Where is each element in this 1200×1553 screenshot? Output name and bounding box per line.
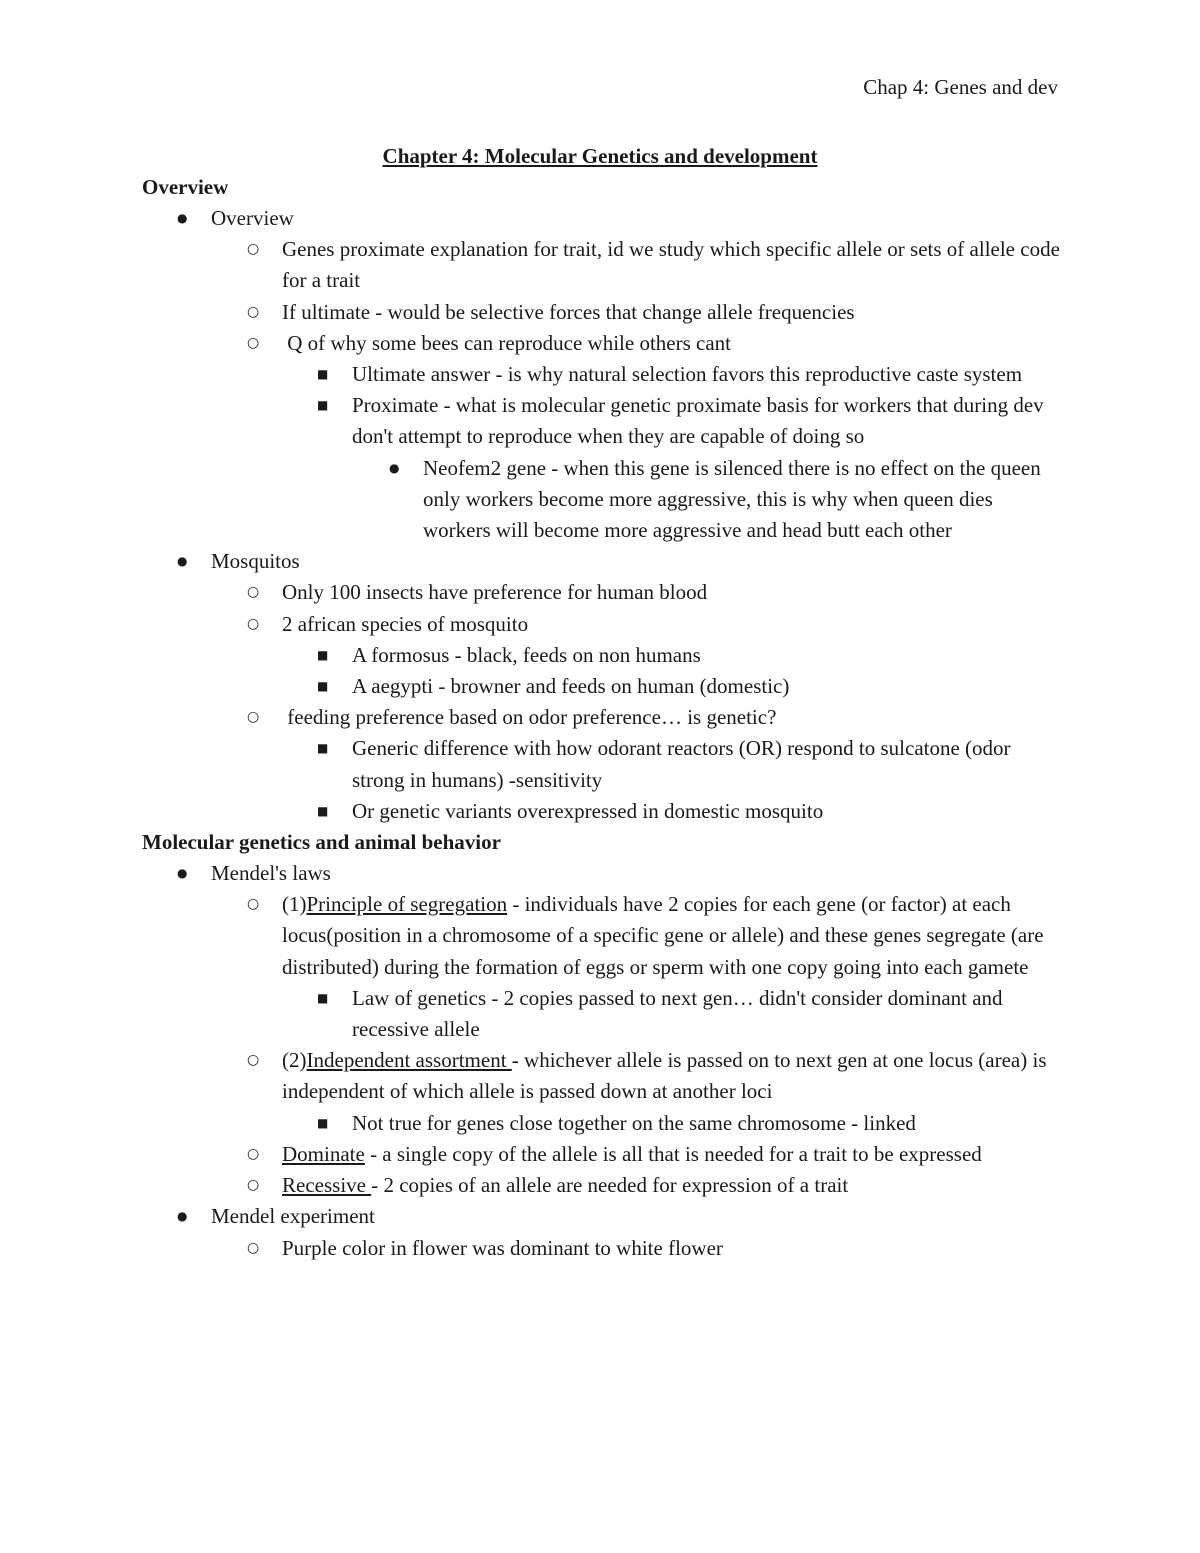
list-item: ○ 2 african species of mosquito — [142, 609, 1062, 640]
term-independent-assortment: Independent assortment — [306, 1048, 512, 1073]
square-bullet-icon: ■ — [317, 679, 329, 694]
section-heading-overview: Overview — [142, 175, 229, 199]
list-item: ● Mendel's laws — [142, 858, 1062, 889]
term-dominate: Dominate — [282, 1141, 365, 1166]
document-body — [142, 172, 1062, 1264]
document-title: Chapter 4: Molecular Genetics and development — [382, 144, 818, 168]
overview-list — [142, 203, 1062, 827]
list-item: ○ (1)Principle of segregation - individuals have 2 copies for each gene (or factor) at each locus(position in a chromosome of a specific gene or allele) and these genes segregate (are distributed) during the formation of eggs or sperm with one copy going into each gamete — [142, 889, 1062, 983]
square-bullet-icon: ■ — [317, 367, 329, 382]
term-recessive: Recessive — [282, 1173, 372, 1198]
list-item: ○ If ultimate - would be selective forces that change allele frequencies — [142, 297, 1062, 328]
list-item: ■ Law of genetics - 2 copies passed to next gen… didn't consider dominant and recessive allele — [142, 983, 1062, 1045]
square-bullet-icon: ■ — [317, 647, 329, 662]
list-item: ■ Proximate - what is molecular genetic proximate basis for workers that during dev don't attempt to reproduce when they are capable of doing so — [142, 390, 1062, 452]
disc-bullet-icon: ● — [177, 211, 188, 225]
section-heading-molecular-genetics: Molecular genetics and animal behavior — [142, 830, 501, 855]
list-item: ● Mosquitos — [142, 546, 1062, 577]
square-bullet-icon: ■ — [317, 1115, 329, 1130]
circle-bullet-icon: ○ — [247, 1145, 260, 1162]
list-item: ● Mendel experiment — [142, 1201, 1062, 1232]
list-item: ○ feeding preference based on odor preference… is genetic? — [142, 702, 1062, 733]
square-bullet-icon: ■ — [317, 741, 329, 756]
list-item: ○ Q of why some bees can reproduce while others cant — [142, 328, 1062, 359]
circle-bullet-icon: ○ — [247, 1239, 260, 1256]
page-header: Chap 4: Genes and dev — [863, 75, 1058, 99]
list-item: ■ Not true for genes close together on the same chromosome - linked — [142, 1108, 1062, 1139]
circle-bullet-icon: ○ — [247, 896, 260, 913]
circle-bullet-icon: ○ — [247, 334, 260, 351]
square-bullet-icon: ■ — [317, 990, 329, 1005]
list-item: ○ Dominate - a single copy of the allele is all that is needed for a trait to be expressed — [142, 1139, 1062, 1170]
term-principle-of-segregation: Principle of segregation — [306, 892, 508, 917]
molecular-genetics-list — [142, 858, 1062, 1264]
list-item: ■ Generic difference with how odorant reactors (OR) respond to sulcatone (odor strong in humans) -sensitivity — [142, 733, 1062, 795]
list-item: ○ (2)Independent assortment - whichever allele is passed on to next gen at one locus (area) is independent of which allele is passed down at another loci — [142, 1045, 1062, 1107]
disc-bullet-icon: ● — [177, 866, 188, 881]
disc-bullet-icon: ● — [177, 554, 188, 569]
list-item: ○ Recessive - 2 copies of an allele are needed for expression of a trait — [142, 1170, 1062, 1201]
circle-bullet-icon: ○ — [247, 709, 260, 726]
list-item: ■ Ultimate answer - is why natural selection favors this reproductive caste system — [142, 359, 1062, 390]
circle-bullet-icon: ○ — [247, 303, 260, 320]
list-item: ■ Or genetic variants overexpressed in domestic mosquito — [142, 796, 1062, 827]
list-item: ● Neofem2 gene - when this gene is silenced there is no effect on the queen only workers become more aggressive, this is why when queen dies workers will become more aggressive and head butt each other — [142, 453, 1062, 547]
disc-bullet-icon: ● — [389, 460, 400, 475]
square-bullet-icon: ■ — [317, 803, 329, 818]
list-item: ■ A aegypti - browner and feeds on human (domestic) — [142, 671, 1062, 702]
circle-bullet-icon: ○ — [247, 615, 260, 632]
circle-bullet-icon: ○ — [247, 241, 260, 258]
circle-bullet-icon: ○ — [247, 1052, 260, 1069]
list-item: ■ A formosus - black, feeds on non humans — [142, 640, 1062, 671]
list-item: ● Overview — [142, 203, 1062, 234]
disc-bullet-icon: ● — [177, 1209, 188, 1224]
square-bullet-icon: ■ — [317, 398, 329, 413]
list-item: ○ Only 100 insects have preference for human blood — [142, 577, 1062, 608]
list-item: ○ Genes proximate explanation for trait, id we study which specific allele or sets of allele code for a trait — [142, 234, 1062, 296]
circle-bullet-icon: ○ — [247, 584, 260, 601]
circle-bullet-icon: ○ — [247, 1177, 260, 1194]
list-item: ○ Purple color in flower was dominant to white flower — [142, 1233, 1062, 1264]
